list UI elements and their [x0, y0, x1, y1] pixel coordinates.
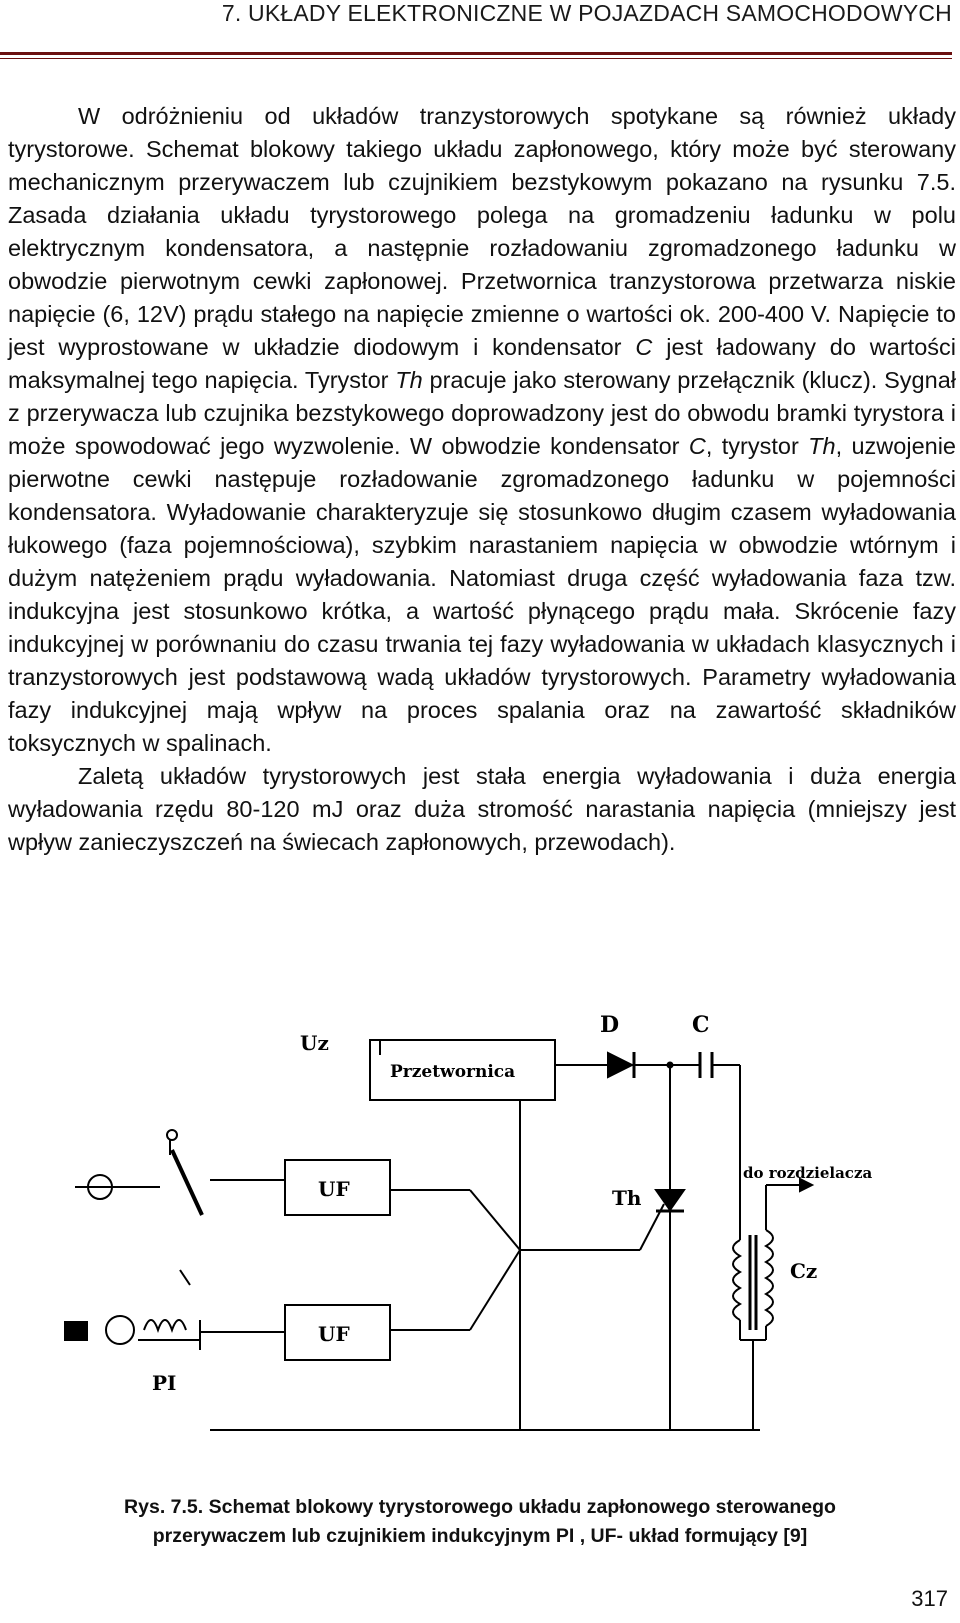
label-thyristor: Th	[612, 1186, 642, 1210]
label-to-distributor: do rozdzielacza	[743, 1164, 873, 1182]
header-rule-thin	[0, 58, 952, 59]
breaker-arm	[172, 1150, 202, 1215]
page-number: 317	[911, 1586, 948, 1611]
paragraph-1: W odróżnieniu od układów tranzystorowych spotykane są również układy tyrystorowe. Schemat blokowy takiego układu zapłonowego, który może być sterowany mechanicznym przerywaczem lub czujnikiem bezstykowym pokazano na rysunku 7.5. Zasada działania układu tyrystorowego polega na gromadzeniu ładunku w polu elektrycznym kondensatora, a następnie rozładowaniu zgromadzonego ładunku w obwodzie pierwotnym cewki zapłonowej. Przetwornica tranzystorowa przetwarza niskie napięcie (6, 12V) prądu stałego na napięcie zmienne o wartości ok. 200-400 V. Napięcie to jest wyprostowane w układzie diodowym i kondensator C jest ładowany do wartości maksymalnej tego napięcia. Tyrystor Th pracuje jako sterowany przełącznik (klucz). Sygnał z przerywacza lub czujnika bezstykowego doprowadzony jest do obwodu bramki tyrystora i może spowodować jego wyzwolenie. W obwodzie kondensator C, tyrystor Th, uzwojenie pierwotne cewki następuje rozładowanie zgromadzonego ładunku w pojemności kondensatora. Wyładowanie charakteryzuje się stosunkowo długim czasem wyładowania łukowego (faza pojemnościowa), szybkim narastaniem napięcia w obwodzie wtórnym i dużym natężeniem prądu wyładowania. Natomiast druga część wyładowania faza tzw. indukcyjna jest stosunkowo krótka, a wartość płynącego prądu mała. Skrócenie fazy indukcyjnej w porównaniu do czasu trwania tej fazy wyładowania w układach klasycznych i tranzystorowych jest podstawową wadą układów tyrystorowych. Parametry wyładowania fazy indukcyjnej mają wpływ na proces spalania oraz na zawartość składników toksycznych w spalinach.	[8, 103, 957, 756]
symbol-italic: Th	[808, 433, 836, 459]
sensor-coil	[144, 1320, 186, 1330]
secondary-winding	[766, 1230, 773, 1326]
symbol-italic: C	[688, 433, 706, 459]
page-header	[0, 0, 960, 58]
caption-line-2: przerywaczem lub czujnikiem indukcyjnym PI , UF- układ formujący [9]	[152, 1525, 808, 1547]
label-diode: D	[600, 1012, 620, 1038]
caption-line-1: Rys. 7.5. Schemat blokowy tyrystorowego układu zapłonowego sterowanego	[124, 1496, 836, 1518]
label-capacitor: C	[692, 1012, 710, 1038]
thyristor-symbol	[656, 1190, 684, 1210]
sensor-magnet	[65, 1322, 87, 1340]
symbol-italic: C	[635, 334, 653, 360]
sensor-rotor	[106, 1316, 134, 1344]
label-sensor: PI	[152, 1371, 177, 1395]
symbol-italic: Th	[395, 367, 423, 393]
chapter-title: 7. UKŁADY ELEKTRONICZNE W POJAZDACH SAMOCHODOWYCH	[221, 0, 952, 26]
label-converter: Przetwornica	[390, 1062, 516, 1082]
label-uf-2: UF	[318, 1322, 350, 1346]
body-text	[8, 100, 956, 859]
diode-symbol	[608, 1053, 632, 1077]
header-rule	[0, 52, 952, 55]
ignition-circuit-diagram	[60, 1012, 940, 1460]
label-coil: Cz	[790, 1259, 818, 1283]
primary-winding	[733, 1240, 740, 1320]
label-uz: Uz	[300, 1031, 329, 1055]
paragraph-2: Zaletą układów tyrystorowych jest stała energia wyładowania i duża energia wyładowania rzędu 80-120 mJ oraz duża stromość narastania napięcia (mniejszy jest wpływ zanieczyszczeń na świecach zapłonowych, przewodach).	[8, 763, 956, 855]
figure-caption	[20, 1493, 940, 1551]
label-uf-1: UF	[318, 1177, 350, 1201]
